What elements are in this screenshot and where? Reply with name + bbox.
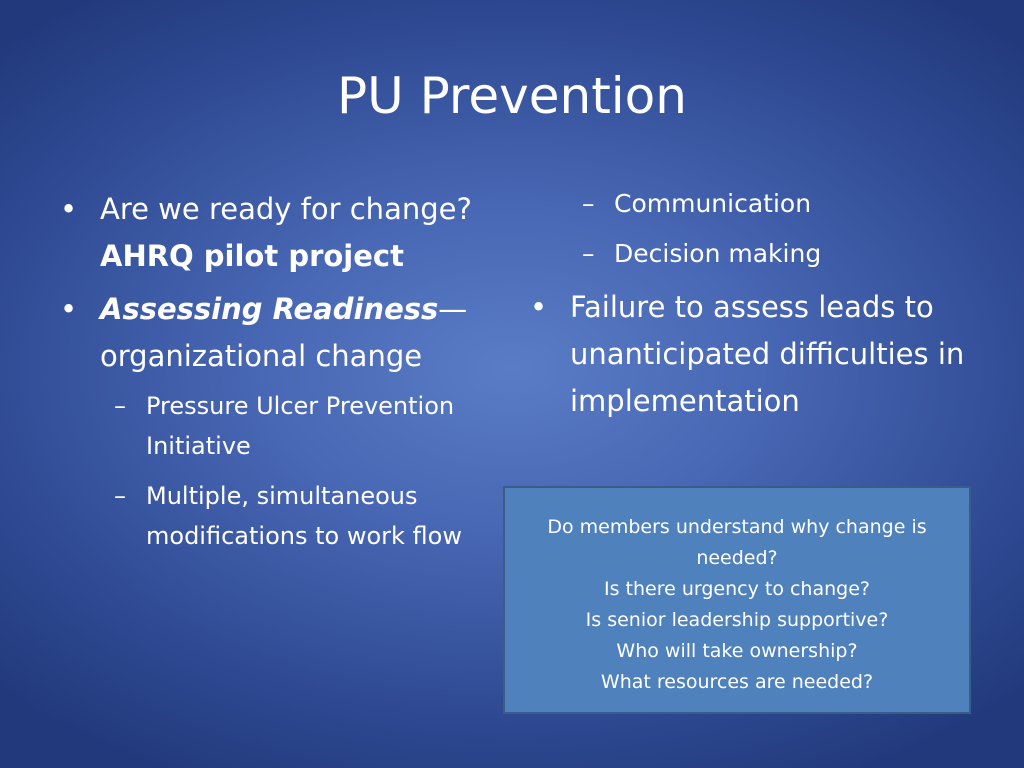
dash-icon: – (582, 189, 595, 218)
dash-icon: – (114, 482, 126, 510)
question-line: Who will take ownership? (616, 640, 858, 662)
sub-bullet-item (526, 234, 986, 274)
sub-bullet-text: Multiple, simultaneous modifications to work flow (146, 482, 462, 550)
sub-bullet-item (526, 184, 986, 224)
question-line: Is senior leadership supportive? (585, 609, 889, 631)
sub-bullet-item (56, 476, 486, 556)
right-content-column (526, 184, 986, 431)
bullet-item (56, 186, 486, 280)
dash-icon: – (582, 239, 595, 268)
bullet-text: Failure to assess leads to unanticipated difficulties in implementation (570, 290, 965, 418)
dash-icon: – (114, 392, 126, 420)
bullet-bold-text: AHRQ pilot project (100, 239, 404, 273)
question-line: What resources are needed? (600, 671, 874, 693)
bullet-icon: • (530, 290, 548, 324)
sub-bullet-text: Pressure Ulcer Prevention Initiative (146, 392, 455, 460)
bullet-icon: • (60, 292, 78, 326)
left-content-column (56, 186, 486, 566)
sub-bullet-item (56, 386, 486, 466)
question-line: Is there urgency to change? (603, 578, 870, 600)
question-line: Do members understand why change is needed? (547, 516, 927, 569)
sub-bullet-text: Communication (614, 189, 812, 218)
bullet-item (56, 286, 486, 380)
slide-title: PU Prevention (337, 67, 687, 125)
bullet-item (526, 284, 986, 425)
bullet-bold-italic-text: Assessing Readiness (100, 292, 439, 326)
bullet-icon: • (60, 192, 78, 226)
bullet-text: Are we ready for change? (100, 192, 472, 226)
sub-bullet-text: Decision making (614, 239, 822, 268)
bullet-text: —organizational change (100, 292, 468, 373)
readiness-questions-box (503, 486, 971, 714)
